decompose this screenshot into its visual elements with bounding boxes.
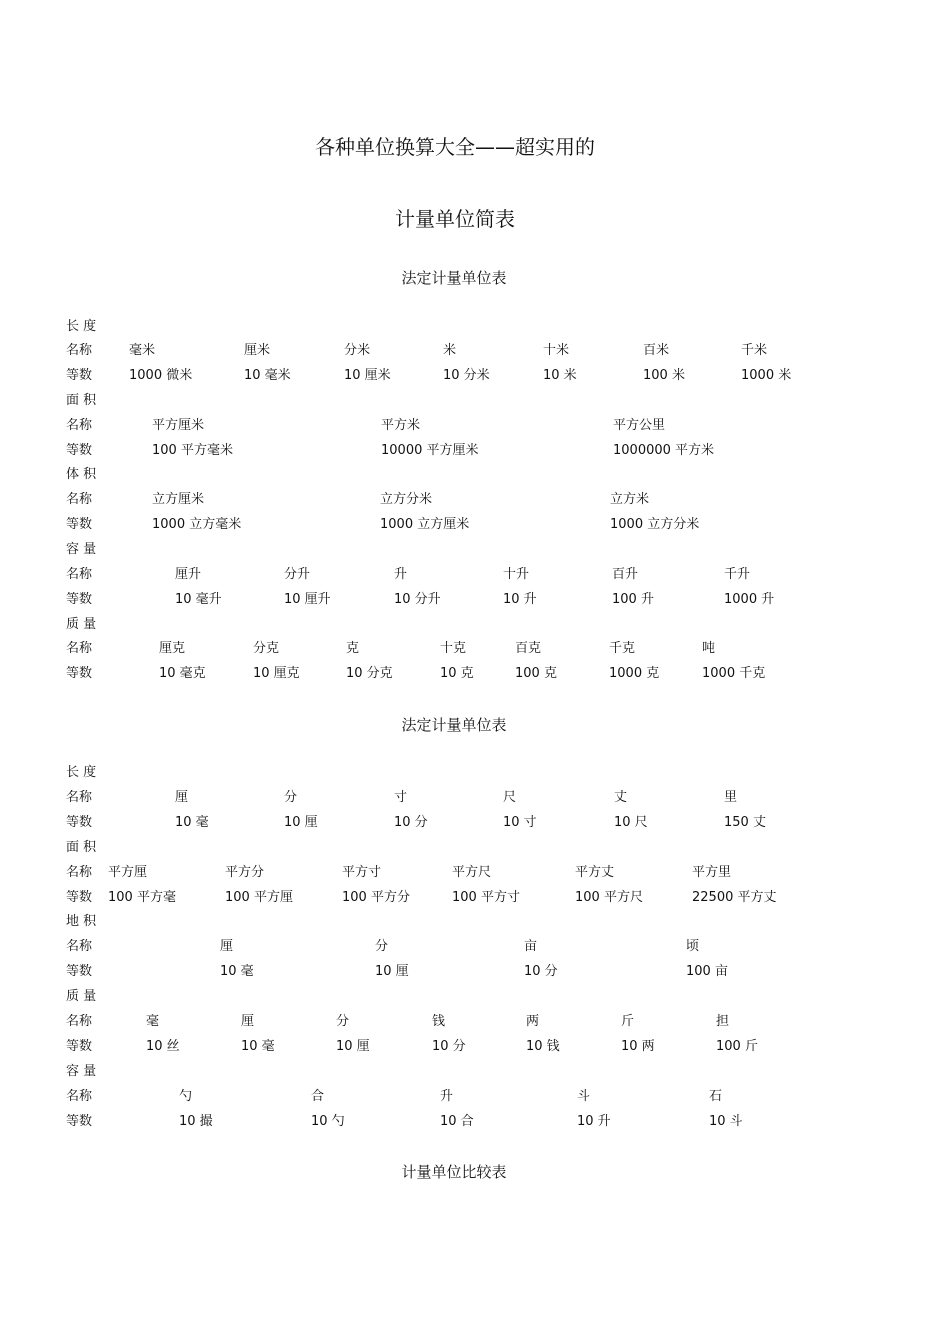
unit-name: 百米 xyxy=(643,343,670,358)
unit-name: 丈 xyxy=(614,790,628,805)
row-label-equiv: 等数 xyxy=(66,517,93,532)
unit-equiv: 10 分米 xyxy=(443,368,490,383)
unit-equiv: 100 平方寸 xyxy=(452,890,520,905)
unit-name: 斤 xyxy=(621,1014,635,1029)
unit-name: 平方里 xyxy=(692,865,732,880)
category-label: 面 积 xyxy=(66,840,97,855)
unit-name: 立方分米 xyxy=(380,492,433,507)
unit-name: 平方分 xyxy=(225,865,265,880)
category-label: 面 积 xyxy=(66,393,97,408)
unit-equiv: 10 升 xyxy=(503,592,537,607)
unit-equiv: 10 厘 xyxy=(375,964,409,979)
unit-name: 合 xyxy=(311,1089,325,1104)
unit-name: 担 xyxy=(716,1014,730,1029)
unit-equiv: 1000 克 xyxy=(609,666,660,681)
unit-equiv: 10 毫米 xyxy=(244,368,291,383)
unit-equiv: 10 厘 xyxy=(284,815,318,830)
row-label-equiv: 等数 xyxy=(66,890,93,905)
unit-equiv: 10 寸 xyxy=(503,815,537,830)
unit-equiv: 10 毫 xyxy=(220,964,254,979)
unit-equiv: 10 厘升 xyxy=(284,592,331,607)
unit-equiv: 10 两 xyxy=(621,1039,655,1054)
row-label-name: 名称 xyxy=(66,790,93,805)
unit-name: 厘 xyxy=(175,790,189,805)
category-label: 容 量 xyxy=(66,542,97,557)
unit-equiv: 100 克 xyxy=(515,666,557,681)
unit-name: 千升 xyxy=(724,567,751,582)
unit-equiv: 10 毫升 xyxy=(175,592,222,607)
unit-name: 厘 xyxy=(241,1014,255,1029)
unit-equiv: 10 分克 xyxy=(346,666,393,681)
unit-name: 克 xyxy=(346,641,360,656)
category-label: 容 量 xyxy=(66,1064,97,1079)
unit-equiv: 1000 千克 xyxy=(702,666,766,681)
section-heading-3: 计量单位比较表 xyxy=(401,1163,507,1181)
section-heading-2: 法定计量单位表 xyxy=(401,716,507,734)
unit-equiv: 10000 平方厘米 xyxy=(381,443,479,458)
unit-name: 石 xyxy=(709,1089,723,1104)
unit-name: 千克 xyxy=(609,641,636,656)
unit-equiv: 10 升 xyxy=(577,1114,611,1129)
unit-equiv: 10 斗 xyxy=(709,1114,743,1129)
unit-equiv: 10 毫克 xyxy=(159,666,206,681)
unit-name: 分 xyxy=(284,790,298,805)
unit-name: 两 xyxy=(526,1014,540,1029)
row-label-equiv: 等数 xyxy=(66,964,93,979)
row-label-name: 名称 xyxy=(66,1014,93,1029)
unit-equiv: 10 厘 xyxy=(336,1039,370,1054)
unit-equiv: 10 分 xyxy=(524,964,558,979)
unit-equiv: 10 分 xyxy=(394,815,428,830)
unit-name: 分克 xyxy=(253,641,280,656)
unit-equiv: 100 平方毫 xyxy=(108,890,176,905)
row-label-equiv: 等数 xyxy=(66,592,93,607)
unit-name: 尺 xyxy=(503,790,517,805)
unit-name: 立方米 xyxy=(610,492,650,507)
row-label-equiv: 等数 xyxy=(66,666,93,681)
unit-equiv: 150 丈 xyxy=(724,815,766,830)
unit-name: 十克 xyxy=(440,641,467,656)
unit-name: 毫 xyxy=(146,1014,160,1029)
unit-equiv: 10 勺 xyxy=(311,1114,345,1129)
unit-name: 千米 xyxy=(741,343,768,358)
unit-equiv: 1000 立方分米 xyxy=(610,517,700,532)
row-label-name: 名称 xyxy=(66,1089,93,1104)
unit-name: 分米 xyxy=(344,343,371,358)
category-label: 地 积 xyxy=(66,914,97,929)
document-title: 各种单位换算大全——超实用的 xyxy=(315,135,595,159)
section-heading-1: 法定计量单位表 xyxy=(401,269,507,287)
row-label-equiv: 等数 xyxy=(66,1114,93,1129)
unit-equiv: 10 钱 xyxy=(526,1039,560,1054)
unit-name: 十米 xyxy=(543,343,570,358)
unit-equiv: 1000000 平方米 xyxy=(613,443,715,458)
unit-equiv: 10 合 xyxy=(440,1114,474,1129)
unit-name: 立方厘米 xyxy=(152,492,205,507)
unit-name: 厘 xyxy=(220,939,234,954)
unit-equiv: 100 升 xyxy=(612,592,654,607)
row-label-equiv: 等数 xyxy=(66,1039,93,1054)
unit-name: 亩 xyxy=(524,939,538,954)
unit-equiv: 1000 米 xyxy=(741,368,792,383)
category-label: 质 量 xyxy=(66,617,97,632)
unit-name: 厘米 xyxy=(244,343,271,358)
unit-name: 平方寸 xyxy=(342,865,382,880)
unit-equiv: 10 毫 xyxy=(175,815,209,830)
category-label: 质 量 xyxy=(66,989,97,1004)
unit-name: 平方厘 xyxy=(108,865,148,880)
unit-name: 厘克 xyxy=(159,641,186,656)
unit-equiv: 10 分 xyxy=(432,1039,466,1054)
row-label-equiv: 等数 xyxy=(66,368,93,383)
unit-name: 分升 xyxy=(284,567,311,582)
unit-equiv: 100 平方分 xyxy=(342,890,410,905)
unit-name: 顷 xyxy=(686,939,700,954)
unit-equiv: 100 米 xyxy=(643,368,685,383)
unit-name: 分 xyxy=(336,1014,350,1029)
category-label: 体 积 xyxy=(66,467,97,482)
unit-name: 十升 xyxy=(503,567,530,582)
row-label-name: 名称 xyxy=(66,418,93,433)
unit-equiv: 100 平方毫米 xyxy=(152,443,233,458)
unit-name: 钱 xyxy=(432,1014,446,1029)
unit-equiv: 10 厘米 xyxy=(344,368,391,383)
unit-name: 厘升 xyxy=(175,567,202,582)
unit-name: 米 xyxy=(443,343,457,358)
unit-equiv: 22500 平方丈 xyxy=(692,890,777,905)
unit-name: 勺 xyxy=(179,1089,193,1104)
unit-equiv: 10 毫 xyxy=(241,1039,275,1054)
unit-name: 平方丈 xyxy=(575,865,615,880)
unit-name: 百克 xyxy=(515,641,542,656)
unit-name: 平方厘米 xyxy=(152,418,205,433)
unit-equiv: 100 亩 xyxy=(686,964,728,979)
unit-equiv: 1000 立方毫米 xyxy=(152,517,242,532)
unit-name: 平方尺 xyxy=(452,865,492,880)
unit-equiv: 10 厘克 xyxy=(253,666,300,681)
category-label: 长 度 xyxy=(66,319,97,334)
row-label-name: 名称 xyxy=(66,492,93,507)
row-label-name: 名称 xyxy=(66,865,93,880)
row-label-name: 名称 xyxy=(66,939,93,954)
unit-equiv: 1000 立方厘米 xyxy=(380,517,470,532)
unit-equiv: 10 分升 xyxy=(394,592,441,607)
unit-name: 平方公里 xyxy=(613,418,666,433)
unit-equiv: 10 米 xyxy=(543,368,577,383)
unit-name: 百升 xyxy=(612,567,639,582)
category-label: 长 度 xyxy=(66,765,97,780)
row-label-equiv: 等数 xyxy=(66,815,93,830)
unit-name: 斗 xyxy=(577,1089,591,1104)
unit-name: 升 xyxy=(440,1089,454,1104)
row-label-name: 名称 xyxy=(66,641,93,656)
row-label-name: 名称 xyxy=(66,343,93,358)
unit-equiv: 10 克 xyxy=(440,666,474,681)
document-subtitle: 计量单位简表 xyxy=(395,207,515,231)
unit-equiv: 10 丝 xyxy=(146,1039,180,1054)
unit-name: 升 xyxy=(394,567,408,582)
row-label-equiv: 等数 xyxy=(66,443,93,458)
unit-equiv: 10 尺 xyxy=(614,815,648,830)
unit-name: 分 xyxy=(375,939,389,954)
unit-equiv: 1000 微米 xyxy=(129,368,193,383)
unit-name: 吨 xyxy=(702,641,716,656)
unit-name: 寸 xyxy=(394,790,408,805)
unit-name: 平方米 xyxy=(381,418,421,433)
row-label-name: 名称 xyxy=(66,567,93,582)
unit-equiv: 100 平方厘 xyxy=(225,890,293,905)
unit-equiv: 10 撮 xyxy=(179,1114,213,1129)
unit-equiv: 1000 升 xyxy=(724,592,775,607)
unit-equiv: 100 平方尺 xyxy=(575,890,643,905)
unit-equiv: 100 斤 xyxy=(716,1039,758,1054)
unit-name: 毫米 xyxy=(129,343,156,358)
unit-name: 里 xyxy=(724,790,738,805)
